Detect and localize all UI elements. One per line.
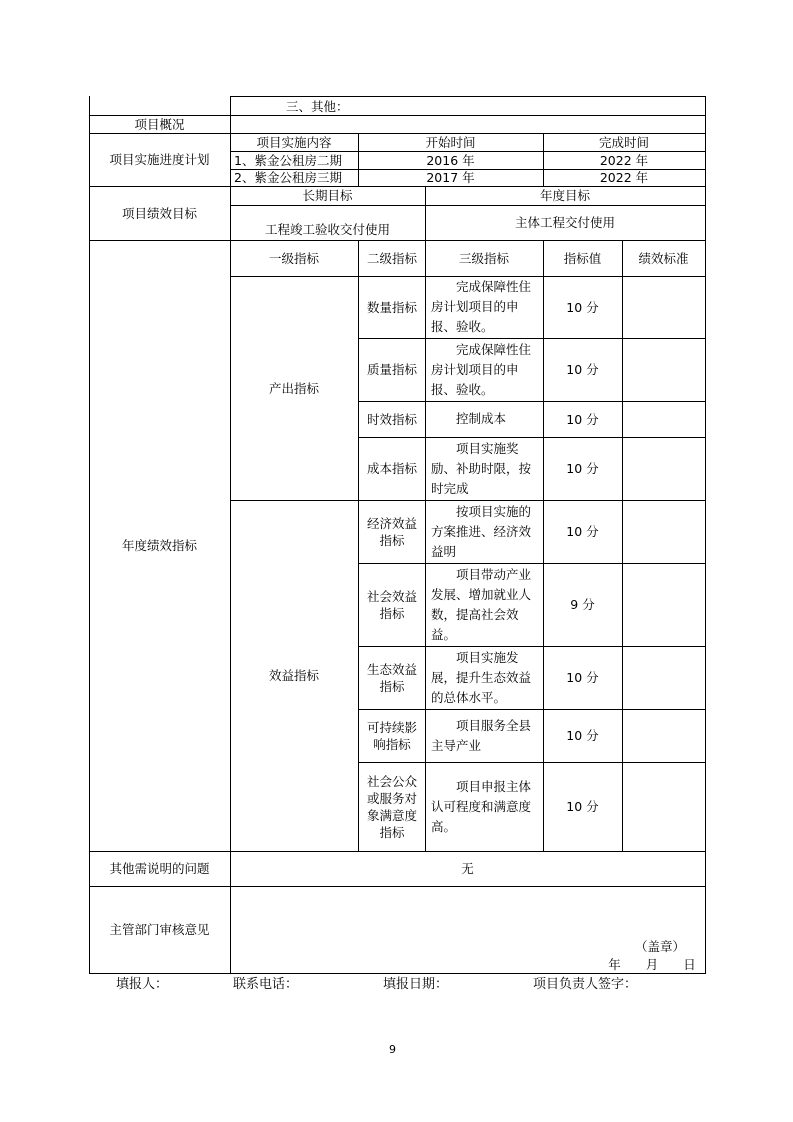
header-level1: 一级指标: [268, 250, 319, 266]
schedule-row-end: 2022 年: [599, 170, 649, 185]
standard-cell: [622, 437, 705, 500]
level2-cell: 数量指标: [366, 299, 417, 315]
level3-cell: 完成保障性住房计划项目的申报、验收。: [431, 279, 532, 334]
schedule-row-start: 2017 年: [426, 170, 475, 185]
review-date: 年 月 日: [608, 957, 696, 972]
level2-cell: 生态效益指标: [366, 661, 417, 694]
level3-cell: 项目服务全县主导产业: [431, 717, 532, 753]
signature-label: 项目负责人签字：: [533, 977, 638, 992]
overview-label: 项目概况: [134, 116, 185, 132]
level2-cell: 可持续影响指标: [366, 719, 417, 752]
schedule-row-end: 2022 年: [599, 152, 649, 168]
value-cell: 10 分: [566, 299, 599, 315]
value-cell: 9 分: [570, 597, 595, 612]
value-cell: 10 分: [566, 461, 599, 476]
level2-cell: 社会公众或服务对象满意度指标: [366, 773, 417, 840]
level3-cell: 控制成本: [456, 411, 507, 426]
header-standard: 绩效标准: [638, 250, 689, 266]
goals-label: 项目绩效目标: [121, 205, 197, 221]
annual-goal-value: 主体工程交付使用: [514, 214, 615, 230]
seal-label: （盖章）: [634, 939, 685, 954]
annual-indicators-label: 年度绩效指标: [121, 538, 197, 553]
header-level3: 三级指标: [458, 250, 509, 266]
value-cell: 10 分: [566, 411, 599, 427]
review-label: 主管部门审核意见: [109, 922, 210, 937]
schedule-header-start: 开始时间: [425, 134, 476, 150]
standard-cell: [622, 500, 705, 563]
level2-cell: 社会效益指标: [366, 588, 417, 621]
standard-cell: [622, 563, 705, 646]
standard-cell: [622, 276, 705, 338]
date-label: 填报日期：: [383, 977, 449, 992]
header-level2: 二级指标: [366, 250, 417, 266]
level2-cell: 质量指标: [366, 362, 417, 377]
long-term-goal-value: 工程竣工验收交付使用: [264, 221, 390, 237]
phone-label: 联系电话：: [233, 977, 299, 992]
standard-cell: [622, 401, 705, 437]
long-term-goal-header: 长期目标: [302, 188, 353, 203]
standard-cell: [622, 646, 705, 709]
group-benefit-label: 效益指标: [268, 668, 319, 683]
other-issues-value: 无: [461, 861, 474, 876]
value-cell: 10 分: [566, 799, 599, 814]
group-output-label: 产出指标: [268, 380, 319, 396]
annual-goal-header: 年度目标: [539, 188, 590, 203]
other-issues-label: 其他需说明的问题: [109, 861, 210, 876]
page-number: 9: [389, 1043, 396, 1056]
schedule-row-content: 2、紫金公租房三期: [234, 170, 342, 185]
level3-cell: 项目实施奖励、补助时限，按时完成: [431, 440, 532, 496]
level3-cell: 项目申报主体认可程度和满意度高。: [431, 778, 532, 834]
schedule-header-content: 项目实施内容: [256, 134, 332, 150]
level2-cell: 经济效益指标: [366, 515, 417, 548]
standard-cell: [622, 762, 705, 851]
schedule-label: 项目实施进度计划: [109, 152, 210, 167]
header-value: 指标值: [563, 250, 602, 266]
value-cell: 10 分: [566, 362, 599, 377]
level3-cell: 按项目实施的方案推进、经济效益明: [431, 503, 532, 559]
standard-cell: [622, 709, 705, 762]
other-heading: 三、其他：: [286, 98, 349, 114]
level3-cell: 完成保障性住房计划项目的申报、验收。: [431, 341, 532, 397]
standard-cell: [622, 338, 705, 401]
level2-cell: 时效指标: [366, 411, 417, 427]
level3-cell: 项目带动产业发展、增加就业人数，提高社会效益。: [431, 566, 532, 642]
value-cell: 10 分: [566, 524, 599, 539]
level3-cell: 项目实施发展，提升生态效益的总体水平。: [431, 649, 532, 705]
schedule-header-end: 完成时间: [598, 134, 649, 150]
schedule-row-content: 1、紫金公租房二期: [234, 152, 342, 168]
schedule-row-start: 2016 年: [426, 152, 475, 168]
filler-label: 填报人：: [116, 977, 169, 992]
level2-cell: 成本指标: [366, 461, 417, 476]
value-cell: 10 分: [566, 670, 599, 685]
value-cell: 10 分: [566, 728, 599, 743]
